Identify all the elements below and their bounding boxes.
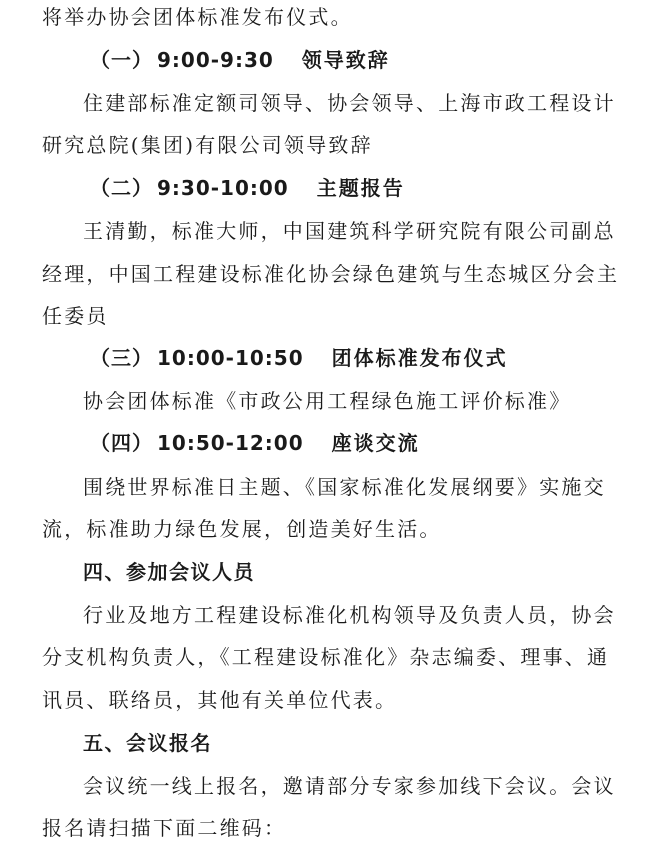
paragraph-line: 协会团体标准《市政公用工程绿色施工评价标准》 <box>83 389 572 413</box>
agenda-item-number: （四） <box>90 431 153 455</box>
paragraph-line: 行业及地方工程建设标准化机构领导及负责人员，协会 <box>83 603 616 627</box>
paragraph-line: 流，标准助力绿色发展，创造美好生活。 <box>42 517 442 541</box>
agenda-item-time: 9:30-10:00 <box>157 176 289 200</box>
agenda-item-time: 10:50-12:00 <box>157 431 304 455</box>
agenda-item-3-heading <box>90 345 508 371</box>
agenda-item-number: （三） <box>90 346 153 370</box>
intro-tail-text: 将举办协会团体标准发布仪式。 <box>42 5 353 29</box>
paragraph-line: 研究总院(集团)有限公司领导致辞 <box>42 133 373 157</box>
paragraph-line: 报名请扫描下面二维码： <box>42 816 287 840</box>
paragraph-line: 讯员、联络员，其他有关单位代表。 <box>42 688 398 712</box>
section-heading-attendees: 四、参加会议人员 <box>83 560 255 584</box>
agenda-item-number: （一） <box>90 48 153 72</box>
agenda-item-topic: 主题报告 <box>316 176 405 200</box>
paragraph-line: 住建部标准定额司领导、协会领导、上海市政工程设计 <box>83 91 616 115</box>
paragraph-line: 任委员 <box>42 304 109 328</box>
agenda-item-2-heading <box>90 175 405 201</box>
paragraph-line: 王清勤，标准大师，中国建筑科学研究院有限公司副总 <box>83 219 616 243</box>
agenda-item-time: 10:00-10:50 <box>157 346 304 370</box>
section-heading-registration: 五、会议报名 <box>83 731 212 755</box>
agenda-item-topic: 团体标准发布仪式 <box>331 346 508 370</box>
agenda-item-time: 9:00-9:30 <box>157 48 274 72</box>
agenda-item-4-heading <box>90 430 420 456</box>
agenda-item-number: （二） <box>90 176 153 200</box>
paragraph-line: 分支机构负责人，《工程建设标准化》杂志编委、理事、通 <box>42 645 610 669</box>
agenda-item-1-heading <box>90 47 390 73</box>
agenda-item-topic: 座谈交流 <box>331 431 420 455</box>
paragraph-line: 会议统一线上报名，邀请部分专家参加线下会议。会议 <box>83 774 616 798</box>
paragraph-line: 经理，中国工程建设标准化协会绿色建筑与生态城区分会主 <box>42 262 620 286</box>
paragraph-line: 围绕世界标准日主题、《国家标准化发展纲要》实施交 <box>83 475 606 499</box>
agenda-item-topic: 领导致辞 <box>301 48 390 72</box>
